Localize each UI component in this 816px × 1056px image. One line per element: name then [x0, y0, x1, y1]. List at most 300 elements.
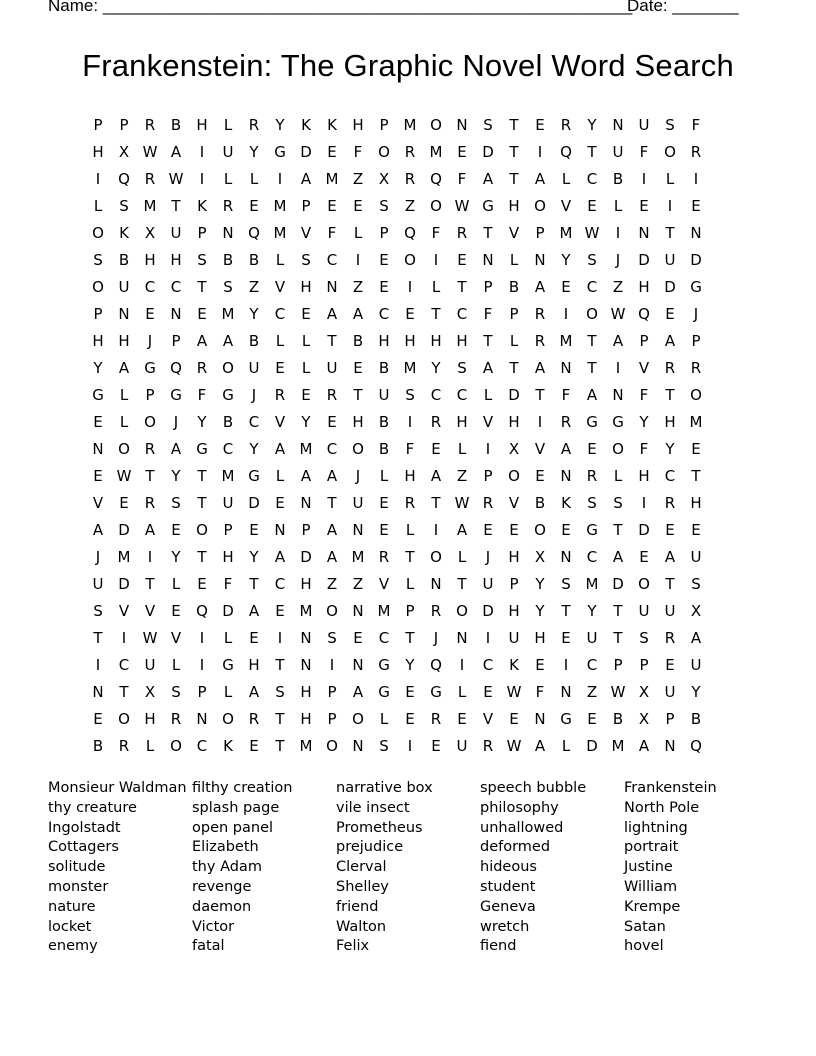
grid-letter: E	[249, 737, 259, 755]
grid-letter: I	[121, 629, 127, 647]
grid-letter: S	[171, 494, 181, 512]
grid-letter: Y	[665, 440, 675, 458]
word-list-item: Cottagers	[48, 839, 119, 856]
grid-letter: L	[223, 629, 233, 647]
grid-row	[85, 409, 709, 436]
grid-letter: F	[691, 116, 701, 134]
grid-letter: U	[612, 143, 624, 161]
grid-letter: S	[327, 629, 337, 647]
grid-letter: E	[561, 521, 571, 539]
grid-letter: R	[326, 386, 338, 404]
grid-letter: E	[119, 494, 129, 512]
grid-letter: W	[584, 224, 600, 242]
grid-letter: U	[144, 656, 156, 674]
grid-letter: O	[534, 197, 546, 215]
grid-letter: P	[509, 305, 519, 323]
grid-letter: N	[300, 629, 312, 647]
grid-letter: A	[326, 548, 338, 566]
grid-letter: O	[612, 440, 624, 458]
grid-letter: V	[170, 629, 182, 647]
grid-letter: I	[433, 521, 439, 539]
grid-letter: S	[275, 683, 285, 701]
grid-letter: Q	[430, 170, 442, 188]
grid-letter: H	[352, 116, 364, 134]
grid-letter: I	[95, 170, 101, 188]
grid-letter: H	[248, 656, 260, 674]
grid-letter: T	[275, 737, 285, 755]
grid-letter: H	[690, 494, 702, 512]
grid-letter: P	[197, 224, 207, 242]
grid-letter: E	[405, 710, 415, 728]
grid-letter: J	[693, 305, 699, 323]
grid-letter: S	[405, 386, 415, 404]
grid-letter: A	[274, 440, 286, 458]
grid-row	[85, 490, 709, 517]
grid-letter: E	[379, 278, 389, 296]
grid-letter: K	[561, 494, 571, 512]
grid-letter: R	[404, 170, 416, 188]
word-list-item: philosophy	[480, 799, 559, 816]
word-list-item: hideous	[480, 859, 537, 876]
word-list-item: splash page	[192, 799, 280, 816]
grid-letter: P	[379, 224, 389, 242]
grid-letter: N	[170, 305, 182, 323]
grid-letter: B	[248, 251, 260, 269]
grid-letter: F	[223, 575, 233, 593]
grid-letter: R	[482, 737, 494, 755]
grid-letter: H	[144, 251, 156, 269]
grid-letter: N	[326, 278, 338, 296]
grid-letter: G	[378, 656, 390, 674]
word-list-item: open panel	[192, 819, 274, 836]
grid-letter: K	[223, 737, 233, 755]
grid-letter: Y	[639, 413, 649, 431]
grid-row	[85, 544, 709, 571]
grid-row	[85, 193, 709, 220]
grid-letter: G	[170, 386, 182, 404]
grid-letter: E	[431, 440, 441, 458]
grid-letter: C	[482, 656, 494, 674]
grid-letter: P	[327, 683, 337, 701]
grid-letter: T	[145, 575, 155, 593]
word-list-item: narrative box	[336, 780, 433, 796]
grid-letter: A	[144, 521, 156, 539]
grid-letter: I	[615, 224, 621, 242]
grid-letter: M	[377, 602, 391, 620]
grid-letter: H	[508, 197, 520, 215]
grid-letter: A	[222, 332, 234, 350]
grid-letter: F	[197, 386, 207, 404]
grid-letter: Q	[118, 170, 130, 188]
grid-letter: N	[352, 737, 364, 755]
grid-letter: N	[560, 467, 572, 485]
grid-letter: H	[378, 332, 390, 350]
grid-letter: M	[689, 413, 703, 431]
grid-letter: E	[639, 548, 649, 566]
grid-letter: E	[171, 521, 181, 539]
grid-letter: L	[171, 656, 181, 674]
grid-letter: H	[508, 548, 520, 566]
word-list-item: daemon	[192, 898, 252, 915]
grid-letter: R	[482, 494, 494, 512]
grid-letter: N	[352, 521, 364, 539]
word-list-item: portrait	[624, 839, 679, 856]
grid-letter: T	[405, 548, 415, 566]
grid-letter: W	[454, 197, 470, 215]
grid-letter: L	[119, 413, 129, 431]
grid-letter: U	[118, 278, 130, 296]
page-title: Frankenstein: The Graphic Novel Word Search	[82, 48, 734, 83]
grid-letter: M	[273, 197, 287, 215]
grid-letter: S	[665, 116, 675, 134]
grid-letter: D	[300, 548, 312, 566]
grid-letter: L	[275, 251, 285, 269]
grid-letter: U	[586, 629, 598, 647]
grid-letter: T	[405, 629, 415, 647]
word-list-item: locket	[48, 918, 92, 935]
grid-letter: U	[378, 386, 390, 404]
grid-letter: A	[612, 332, 624, 350]
grid-letter: C	[222, 440, 234, 458]
grid-letter: L	[509, 251, 519, 269]
grid-letter: U	[690, 548, 702, 566]
name-date-header	[48, 0, 748, 20]
grid-letter: Y	[431, 359, 441, 377]
grid-letter: H	[300, 710, 312, 728]
grid-letter: T	[197, 467, 207, 485]
grid-letter: N	[534, 251, 546, 269]
grid-letter: I	[199, 656, 205, 674]
grid-letter: I	[199, 629, 205, 647]
grid-letter: U	[248, 359, 260, 377]
grid-letter: E	[93, 413, 103, 431]
grid-letter: S	[93, 251, 103, 269]
grid-letter: O	[92, 224, 104, 242]
grid-letter: Z	[352, 575, 364, 593]
grid-letter: L	[561, 737, 571, 755]
grid-letter: T	[431, 494, 441, 512]
grid-letter: E	[301, 386, 311, 404]
grid-letter: U	[222, 143, 234, 161]
grid-letter: P	[301, 197, 311, 215]
grid-letter: P	[223, 521, 233, 539]
grid-letter: A	[482, 359, 494, 377]
grid-letter: G	[144, 359, 156, 377]
grid-letter: B	[118, 251, 130, 269]
grid-letter: V	[118, 602, 130, 620]
grid-letter: T	[509, 359, 519, 377]
grid-letter: M	[273, 224, 287, 242]
grid-letter: F	[535, 683, 545, 701]
grid-letter: I	[537, 143, 543, 161]
grid-letter: L	[379, 710, 389, 728]
grid-letter: J	[95, 548, 101, 566]
grid-letter: G	[222, 656, 234, 674]
grid-letter: F	[561, 386, 571, 404]
grid-letter: S	[171, 683, 181, 701]
word-list-item: Prometheus	[336, 819, 423, 836]
grid-letter: L	[353, 224, 363, 242]
grid-letter: T	[509, 170, 519, 188]
grid-letter: E	[431, 737, 441, 755]
grid-letter: S	[301, 251, 311, 269]
grid-letter: B	[352, 332, 364, 350]
grid-letter: A	[612, 548, 624, 566]
grid-row	[85, 571, 709, 598]
grid-letter: L	[457, 683, 467, 701]
grid-letter: E	[535, 116, 545, 134]
grid-letter: H	[170, 251, 182, 269]
grid-letter: T	[561, 602, 571, 620]
grid-letter: E	[275, 602, 285, 620]
grid-letter: N	[612, 116, 624, 134]
grid-letter: G	[196, 440, 208, 458]
grid-letter: E	[249, 521, 259, 539]
grid-letter: E	[327, 197, 337, 215]
grid-letter: E	[353, 629, 363, 647]
grid-letter: I	[615, 359, 621, 377]
grid-letter: R	[170, 710, 182, 728]
grid-letter: V	[378, 575, 390, 593]
grid-letter: P	[301, 521, 311, 539]
grid-row	[85, 463, 709, 490]
grid-letter: Y	[301, 413, 311, 431]
grid-letter: E	[197, 575, 207, 593]
grid-letter: I	[147, 548, 153, 566]
grid-letter: E	[483, 683, 493, 701]
grid-letter: G	[92, 386, 104, 404]
word-list-item: wretch	[480, 918, 530, 935]
grid-row	[85, 328, 709, 355]
grid-letter: P	[509, 575, 519, 593]
grid-letter: I	[277, 629, 283, 647]
grid-letter: T	[665, 224, 675, 242]
grid-letter: E	[535, 656, 545, 674]
grid-letter: E	[379, 494, 389, 512]
grid-letter: I	[537, 413, 543, 431]
grid-letter: Y	[561, 251, 571, 269]
grid-letter: L	[613, 197, 623, 215]
grid-letter: Y	[587, 602, 597, 620]
word-column	[48, 779, 192, 957]
grid-letter: Q	[404, 224, 416, 242]
grid-letter: N	[300, 494, 312, 512]
grid-letter: A	[326, 521, 338, 539]
grid-letter: P	[639, 656, 649, 674]
grid-letter: W	[142, 629, 158, 647]
word-list-item: filthy creation	[192, 780, 293, 796]
grid-letter: H	[456, 413, 468, 431]
grid-letter: V	[274, 413, 286, 431]
grid-letter: F	[639, 386, 649, 404]
grid-letter: S	[691, 575, 701, 593]
grid-letter: T	[197, 494, 207, 512]
grid-letter: M	[221, 305, 235, 323]
grid-letter: Y	[535, 575, 545, 593]
grid-letter: F	[353, 143, 363, 161]
grid-letter: M	[299, 440, 313, 458]
grid-letter: O	[664, 143, 676, 161]
grid-letter: T	[587, 332, 597, 350]
grid-letter: Y	[249, 548, 259, 566]
grid-letter: O	[430, 197, 442, 215]
grid-letter: X	[144, 224, 156, 242]
grid-letter: T	[171, 197, 181, 215]
grid-letter: E	[405, 683, 415, 701]
grid-letter: H	[352, 413, 364, 431]
grid-letter: E	[353, 197, 363, 215]
grid-letter: B	[612, 710, 624, 728]
grid-letter: M	[559, 332, 573, 350]
grid-letter: Y	[535, 602, 545, 620]
grid-letter: O	[378, 143, 390, 161]
grid-letter: T	[613, 602, 623, 620]
grid-letter: N	[690, 224, 702, 242]
word-list-item: unhallowed	[480, 819, 564, 836]
grid-letter: U	[690, 656, 702, 674]
word-list-item: Shelley	[336, 878, 389, 895]
grid-row	[85, 679, 709, 706]
grid-letter: C	[118, 656, 130, 674]
grid-letter: P	[145, 386, 155, 404]
grid-letter: D	[248, 494, 260, 512]
grid-letter: T	[353, 386, 363, 404]
grid-letter: K	[301, 116, 311, 134]
word-list-item: Monsieur Waldman	[48, 780, 187, 796]
grid-letter: L	[223, 683, 233, 701]
grid-letter: I	[641, 170, 647, 188]
grid-letter: L	[483, 386, 493, 404]
grid-letter: O	[170, 737, 182, 755]
word-list-item: Satan	[624, 918, 666, 935]
grid-letter: R	[534, 305, 546, 323]
grid-letter: Q	[196, 602, 208, 620]
grid-letter: M	[325, 170, 339, 188]
grid-letter: L	[301, 359, 311, 377]
grid-letter: E	[457, 710, 467, 728]
grid-letter: T	[327, 494, 337, 512]
grid-letter: T	[587, 143, 597, 161]
grid-letter: M	[299, 737, 313, 755]
word-list-item: deformed	[480, 839, 551, 856]
grid-letter: N	[352, 656, 364, 674]
grid-letter: T	[275, 656, 285, 674]
grid-letter: X	[534, 548, 546, 566]
grid-letter: S	[93, 602, 103, 620]
grid-letter: T	[275, 710, 285, 728]
grid-letter: L	[613, 467, 623, 485]
grid-letter: U	[222, 494, 234, 512]
grid-letter: I	[355, 251, 361, 269]
grid-letter: I	[277, 170, 283, 188]
grid-letter: H	[638, 278, 650, 296]
grid-letter: E	[561, 278, 571, 296]
grid-letter: R	[690, 143, 702, 161]
grid-letter: M	[559, 224, 573, 242]
grid-letter: H	[430, 332, 442, 350]
grid-letter: M	[611, 737, 625, 755]
word-list-item: monster	[48, 878, 109, 895]
grid-letter: C	[274, 305, 286, 323]
grid-letter: M	[221, 467, 235, 485]
grid-letter: Q	[638, 305, 650, 323]
grid-letter: F	[639, 440, 649, 458]
grid-letter: C	[586, 278, 598, 296]
grid-letter: L	[509, 332, 519, 350]
grid-letter: A	[170, 440, 182, 458]
grid-letter: M	[351, 548, 365, 566]
grid-letter: G	[378, 683, 390, 701]
grid-letter: E	[665, 656, 675, 674]
grid-letter: P	[613, 656, 623, 674]
grid-letter: T	[327, 332, 337, 350]
word-list-item: Walton	[336, 918, 387, 935]
grid-letter: T	[613, 629, 623, 647]
grid-letter: U	[638, 116, 650, 134]
grid-row	[85, 139, 709, 166]
grid-letter: E	[145, 305, 155, 323]
grid-letter: Y	[171, 467, 181, 485]
grid-letter: O	[690, 386, 702, 404]
grid-row	[85, 247, 709, 274]
grid-letter: B	[378, 359, 390, 377]
grid-row	[85, 301, 709, 328]
grid-letter: T	[93, 629, 103, 647]
word-list-item: vile insect	[336, 799, 410, 816]
word-column	[480, 779, 624, 957]
grid-letter: O	[326, 602, 338, 620]
grid-letter: I	[563, 656, 569, 674]
grid-letter: Q	[170, 359, 182, 377]
grid-letter: W	[142, 143, 158, 161]
grid-letter: C	[326, 440, 338, 458]
grid-letter: T	[535, 386, 545, 404]
grid-letter: E	[379, 251, 389, 269]
grid-letter: G	[560, 710, 572, 728]
word-list-item: enemy	[48, 938, 98, 955]
grid-letter: G	[586, 521, 598, 539]
grid-letter: E	[691, 197, 701, 215]
grid-letter: X	[508, 440, 520, 458]
grid-letter: D	[638, 251, 650, 269]
grid-letter: Y	[249, 440, 259, 458]
grid-letter: R	[378, 548, 390, 566]
grid-letter: C	[326, 251, 338, 269]
grid-letter: L	[457, 548, 467, 566]
grid-letter: R	[560, 413, 572, 431]
grid-letter: I	[485, 440, 491, 458]
grid-letter: O	[430, 548, 442, 566]
grid-letter: E	[483, 521, 493, 539]
word-list-item: Felix	[336, 938, 370, 955]
grid-letter: M	[403, 359, 417, 377]
grid-letter: O	[456, 602, 468, 620]
grid-letter: C	[586, 170, 598, 188]
grid-letter: C	[144, 278, 156, 296]
grid-row	[85, 274, 709, 301]
grid-letter: L	[275, 332, 285, 350]
word-list-item: thy creature	[48, 799, 137, 816]
grid-letter: N	[482, 251, 494, 269]
grid-letter: A	[300, 467, 312, 485]
grid-letter: D	[612, 575, 624, 593]
word-column	[336, 779, 480, 957]
grid-letter: B	[170, 116, 182, 134]
grid-letter: I	[641, 494, 647, 512]
grid-letter: J	[251, 386, 257, 404]
grid-letter: V	[92, 494, 104, 512]
grid-letter: R	[404, 494, 416, 512]
